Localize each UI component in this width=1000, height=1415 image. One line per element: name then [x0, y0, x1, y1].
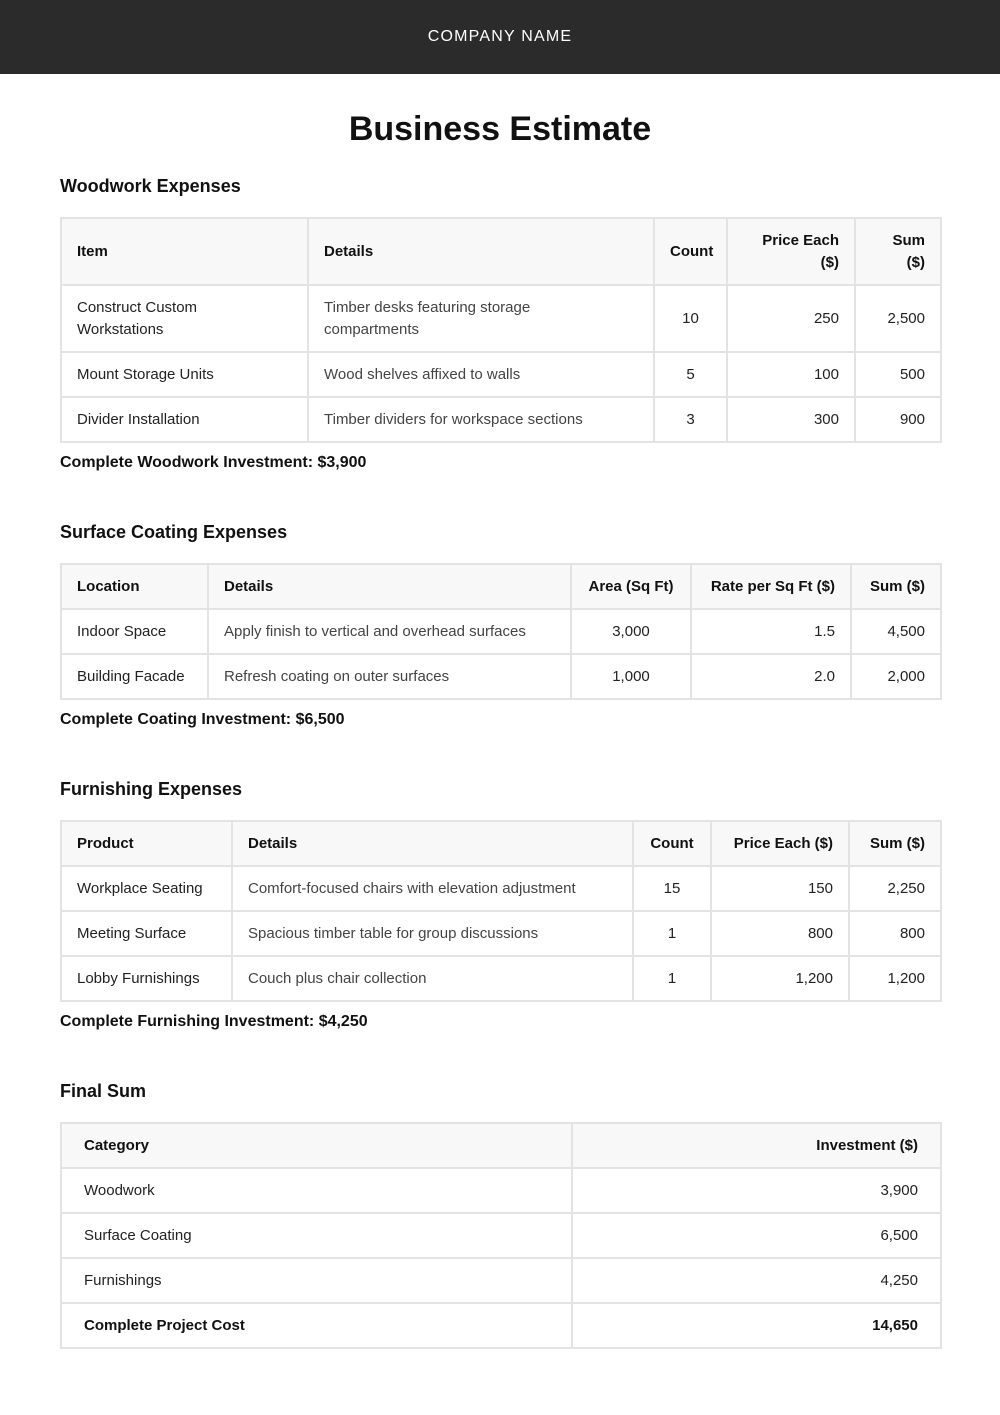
rate-cell: 1.5	[691, 609, 851, 654]
woodwork-total: Complete Woodwork Investment: $3,900	[60, 454, 367, 471]
grand-total-value: 14,650	[572, 1303, 941, 1348]
details-cell: Wood shelves affixed to walls	[308, 352, 654, 397]
coating-table	[60, 563, 942, 700]
table-row	[61, 1213, 941, 1258]
details-line: compartments	[324, 320, 420, 338]
investment-cell: 6,500	[572, 1213, 941, 1258]
category-cell: Furnishings	[61, 1258, 572, 1303]
column-header	[855, 218, 941, 285]
column-header	[727, 218, 855, 285]
sum-cell: 500	[855, 352, 941, 397]
coating-section-title: Surface Coating Expenses	[60, 522, 288, 542]
column-header: Category	[61, 1123, 572, 1168]
item-cell	[61, 285, 308, 352]
details-cell: Couch plus chair collection	[232, 956, 633, 1001]
price-cell: 250	[727, 285, 855, 352]
table-row	[61, 956, 941, 1001]
column-header: Details	[232, 821, 633, 866]
page-title: Business Estimate	[348, 110, 652, 148]
rate-cell: 2.0	[691, 654, 851, 699]
category-cell: Surface Coating	[61, 1213, 572, 1258]
header-bar	[0, 0, 1000, 74]
details-cell: Apply finish to vertical and overhead surfaces	[208, 609, 571, 654]
furnishing-section-title: Furnishing Expenses	[60, 779, 243, 799]
furnishing-table	[60, 820, 942, 1002]
price-cell: 300	[727, 397, 855, 442]
details-cell: Comfort-focused chairs with elevation adjustment	[232, 866, 633, 911]
column-header: Sum ($)	[851, 564, 941, 609]
count-cell: 15	[633, 866, 711, 911]
count-cell: 1	[633, 911, 711, 956]
column-header: Area (Sq Ft)	[571, 564, 691, 609]
summary-table	[60, 1122, 942, 1349]
column-header: Price Each ($)	[711, 821, 849, 866]
column-header: Sum ($)	[849, 821, 941, 866]
table-row	[61, 866, 941, 911]
table-row	[61, 397, 941, 442]
column-header: Count	[633, 821, 711, 866]
price-cell: 150	[711, 866, 849, 911]
details-cell: Timber dividers for workspace sections	[308, 397, 654, 442]
woodwork-section-title: Woodwork Expenses	[60, 176, 241, 196]
item-line: Workstations	[77, 320, 164, 338]
table-row	[61, 911, 941, 956]
grand-total-row	[61, 1303, 941, 1348]
column-header: Investment ($)	[572, 1123, 941, 1168]
sum-cell: 4,500	[851, 609, 941, 654]
location-cell: Building Facade	[61, 654, 208, 699]
table-row	[61, 285, 941, 352]
price-cell: 800	[711, 911, 849, 956]
sum-cell: 800	[849, 911, 941, 956]
product-cell: Meeting Surface	[61, 911, 232, 956]
product-cell: Lobby Furnishings	[61, 956, 232, 1001]
sum-cell: 1,200	[849, 956, 941, 1001]
woodwork-table	[60, 217, 942, 443]
column-header-line: Sum	[892, 231, 925, 249]
area-cell: 3,000	[571, 609, 691, 654]
column-header: Count	[654, 218, 727, 285]
furnishing-total: Complete Furnishing Investment: $4,250	[60, 1013, 368, 1030]
table-row	[61, 609, 941, 654]
coating-total: Complete Coating Investment: $6,500	[60, 711, 345, 728]
summary-section-title: Final Sum	[60, 1081, 147, 1101]
sum-cell: 2,250	[849, 866, 941, 911]
column-header-line: ($)	[820, 253, 839, 271]
table-row	[61, 352, 941, 397]
location-cell: Indoor Space	[61, 609, 208, 654]
investment-cell: 4,250	[572, 1258, 941, 1303]
column-header: Details	[308, 218, 654, 285]
table-header-row	[61, 218, 941, 285]
sum-cell: 2,500	[855, 285, 941, 352]
grand-total-label: Complete Project Cost	[61, 1303, 572, 1348]
column-header: Rate per Sq Ft ($)	[691, 564, 851, 609]
column-header: Location	[61, 564, 208, 609]
table-row	[61, 1168, 941, 1213]
category-cell: Woodwork	[61, 1168, 572, 1213]
count-cell: 1	[633, 956, 711, 1001]
details-cell: Spacious timber table for group discussions	[232, 911, 633, 956]
item-cell: Mount Storage Units	[61, 352, 308, 397]
product-cell: Workplace Seating	[61, 866, 232, 911]
column-header: Item	[61, 218, 308, 285]
company-name: COMPANY NAME	[427, 28, 573, 45]
table-header-row	[61, 564, 941, 609]
table-header-row	[61, 821, 941, 866]
column-header: Product	[61, 821, 232, 866]
price-cell: 1,200	[711, 956, 849, 1001]
item-cell: Divider Installation	[61, 397, 308, 442]
count-cell: 3	[654, 397, 727, 442]
column-header-line: Price Each	[762, 231, 839, 249]
table-row	[61, 1258, 941, 1303]
details-cell	[308, 285, 654, 352]
table-header-row	[61, 1123, 941, 1168]
item-line: Construct Custom	[77, 298, 198, 316]
count-cell: 5	[654, 352, 727, 397]
sum-cell: 900	[855, 397, 941, 442]
details-line: Timber desks featuring storage	[324, 298, 531, 316]
table-row	[61, 654, 941, 699]
price-cell: 100	[727, 352, 855, 397]
details-cell: Refresh coating on outer surfaces	[208, 654, 571, 699]
column-header-line: ($)	[906, 253, 925, 271]
count-cell: 10	[654, 285, 727, 352]
sum-cell: 2,000	[851, 654, 941, 699]
investment-cell: 3,900	[572, 1168, 941, 1213]
area-cell: 1,000	[571, 654, 691, 699]
column-header: Details	[208, 564, 571, 609]
